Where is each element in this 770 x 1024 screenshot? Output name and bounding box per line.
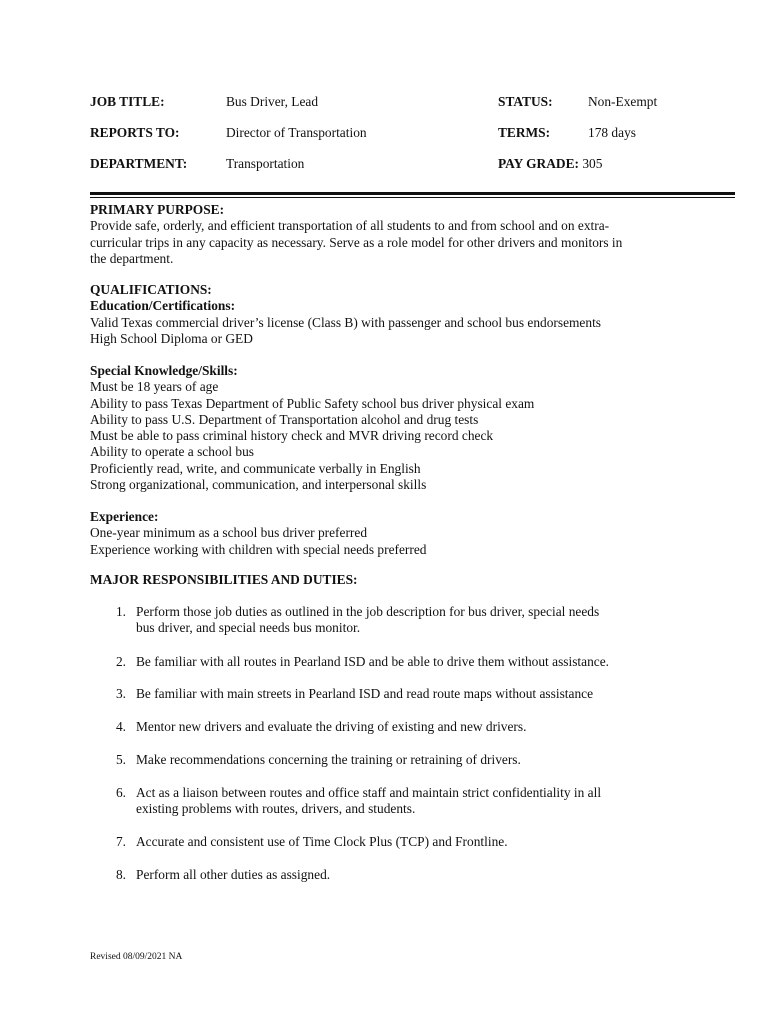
duty-text [136, 719, 676, 735]
education-heading: Education/Certifications: [90, 298, 236, 314]
experience-section [90, 509, 650, 558]
skill-item: Ability to pass Texas Department of Public Safety school bus driver physical exam [90, 395, 535, 411]
qualifications-section [90, 282, 650, 347]
department-label: DEPARTMENT: [90, 156, 188, 171]
duty-number: 4. [115, 719, 126, 734]
education-item: Valid Texas commercial driver’s license (Class B) with passenger and school bus endorsements [90, 314, 602, 330]
education-item: High School Diploma or GED [90, 330, 253, 346]
duty-line: Be familiar with main streets in Pearland ISD and read route maps without assistance [136, 686, 594, 701]
revision-note: Revised 08/09/2021 NA [90, 952, 183, 962]
primary-purpose-section [90, 202, 650, 267]
reports-to-value: Director of Transportation [226, 125, 367, 140]
qualifications-heading: QUALIFICATIONS: [90, 282, 212, 297]
job-title-value: Bus Driver, Lead [226, 94, 319, 109]
skill-item: Ability to operate a school bus [90, 444, 255, 460]
reports-to-label: REPORTS TO: [90, 125, 180, 140]
skill-item: Strong organizational, communication, and interpersonal skills [90, 477, 427, 493]
duty-line: Act as a liaison between routes and office staff and maintain strict confidentiality in all [136, 785, 602, 800]
status-label: STATUS: [498, 94, 553, 109]
purpose-line: the department. [90, 250, 174, 266]
skill-item: Must be 18 years of age [90, 379, 219, 395]
duty-number: 6. [115, 785, 126, 800]
experience-item: One-year minimum as a school bus driver preferred [90, 525, 368, 541]
duty-number: 3. [115, 686, 126, 701]
duty-number: 2. [115, 654, 126, 669]
pay-grade-label: PAY GRADE: [498, 156, 579, 171]
experience-heading: Experience: [90, 509, 159, 524]
duty-text [136, 604, 676, 637]
duty-text [136, 752, 676, 768]
skill-item: Proficiently read, write, and communicate verbally in English [90, 460, 421, 476]
skills-section [90, 363, 650, 493]
duty-line: Accurate and consistent use of Time Clock Plus (TCP) and Frontline. [136, 834, 508, 849]
header-divider-thick [90, 192, 735, 195]
primary-purpose-heading: PRIMARY PURPOSE: [90, 202, 225, 217]
duty-number: 8. [115, 867, 126, 882]
skills-heading: Special Knowledge/Skills: [90, 363, 238, 378]
pay-grade-field [498, 156, 602, 172]
department-value: Transportation [226, 156, 305, 171]
terms-value: 178 days [588, 125, 636, 140]
duty-text [136, 867, 676, 883]
purpose-line: Provide safe, orderly, and efficient transportation of all students to and from school and on extra- [90, 218, 610, 234]
duty-number: 5. [115, 752, 126, 767]
duty-line: bus driver, and special needs bus monitor. [136, 620, 361, 636]
job-title-label: JOB TITLE: [90, 94, 165, 109]
skill-item: Ability to pass U.S. Department of Transportation alcohol and drug tests [90, 411, 479, 427]
duty-text [136, 654, 676, 670]
experience-item: Experience working with children with special needs preferred [90, 541, 427, 557]
duty-line: Make recommendations concerning the training or retraining of drivers. [136, 752, 521, 767]
pay-grade-value: 305 [582, 156, 603, 171]
duty-number: 1. [115, 604, 126, 619]
duty-text [136, 686, 676, 702]
duty-line: Perform those job duties as outlined in the job description for bus driver, special needs [136, 604, 600, 619]
duty-line: Mentor new drivers and evaluate the driving of existing and new drivers. [136, 719, 527, 734]
duty-line: Be familiar with all routes in Pearland ISD and be able to drive them without assistance. [136, 654, 610, 669]
status-value: Non-Exempt [588, 94, 658, 109]
skill-item: Must be able to pass criminal history check and MVR driving record check [90, 428, 494, 444]
duty-text [136, 785, 676, 818]
duty-line: Perform all other duties as assigned. [136, 867, 331, 882]
duty-line: existing problems with routes, drivers, and students. [136, 801, 416, 817]
duty-text [136, 834, 676, 850]
duty-number: 7. [115, 834, 126, 849]
duties-heading: MAJOR RESPONSIBILITIES AND DUTIES: [90, 572, 358, 587]
header-divider-thin [90, 197, 735, 198]
terms-label: TERMS: [498, 125, 551, 140]
purpose-line: curricular trips in any capacity as necessary. Serve as a role model for other drivers and monitors in [90, 234, 623, 250]
